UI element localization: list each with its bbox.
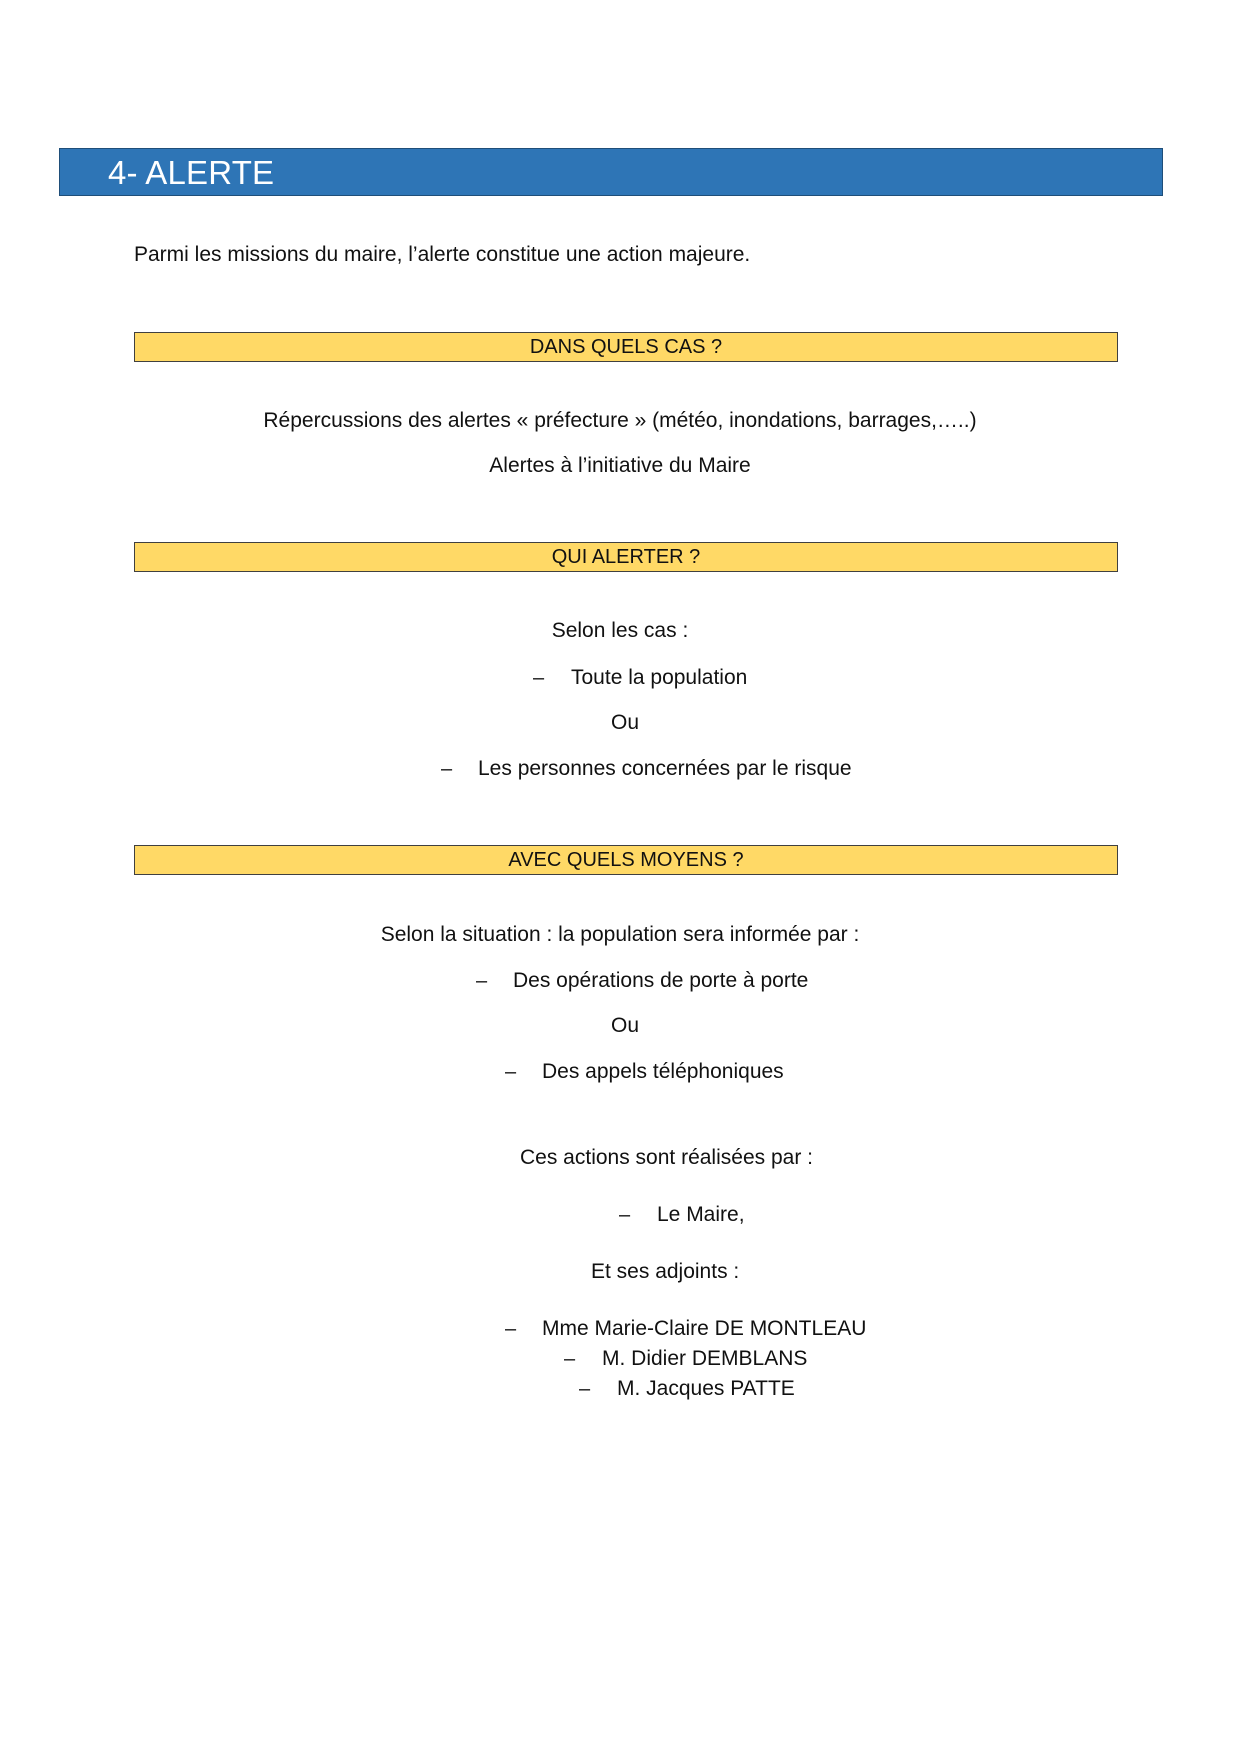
- means-or: Ou: [611, 1014, 640, 1037]
- cases-line-prefecture: Répercussions des alertes « préfecture » (météo, inondations, barrages,…..): [263, 409, 977, 432]
- actor-mayor: Le Maire,: [657, 1203, 745, 1226]
- intro-text: Parmi les missions du maire, l’alerte constitue une action majeure.: [134, 243, 751, 266]
- bullet-dash: –: [441, 758, 453, 780]
- deputy-item: Mme Marie-Claire DE MONTLEAU: [542, 1317, 867, 1340]
- who-item-population: Toute la population: [571, 666, 748, 689]
- deputy-item: M. Jacques PATTE: [617, 1377, 795, 1400]
- section-heading-dans-quels-cas: DANS QUELS CAS ?: [134, 332, 1118, 362]
- deputies-intro: Et ses adjoints :: [591, 1260, 740, 1283]
- bullet-dash: –: [564, 1348, 576, 1370]
- deputy-item: M. Didier DEMBLANS: [602, 1347, 808, 1370]
- who-item-concerned: Les personnes concernées par le risque: [478, 757, 852, 780]
- means-intro: Selon la situation : la population sera informée par :: [380, 923, 860, 946]
- bullet-dash: –: [505, 1318, 517, 1340]
- section-title-bar: [59, 148, 1163, 196]
- section-heading-qui-alerter: QUI ALERTER ?: [134, 542, 1118, 572]
- cases-line-maire: Alertes à l’initiative du Maire: [489, 454, 751, 477]
- bullet-dash: –: [619, 1204, 631, 1226]
- actions-intro: Ces actions sont réalisées par :: [520, 1146, 813, 1169]
- page-title: 4- ALERTE: [108, 154, 275, 191]
- bullet-dash: –: [476, 970, 488, 992]
- means-item-door: Des opérations de porte à porte: [513, 969, 809, 992]
- bullet-dash: –: [579, 1378, 591, 1400]
- section-heading-avec-quels-moyens: AVEC QUELS MOYENS ?: [134, 845, 1118, 875]
- who-intro: Selon les cas :: [551, 619, 689, 642]
- means-item-phone: Des appels téléphoniques: [542, 1060, 784, 1083]
- who-or: Ou: [611, 711, 640, 734]
- bullet-dash: –: [533, 667, 545, 689]
- bullet-dash: –: [505, 1061, 517, 1083]
